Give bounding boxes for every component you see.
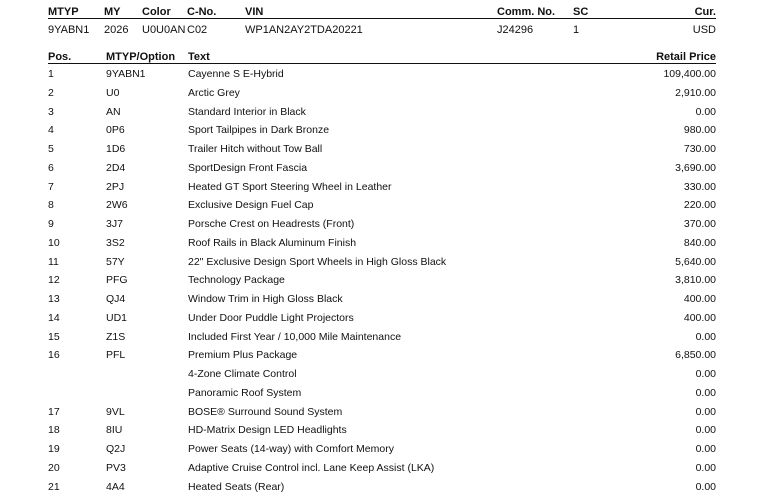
col-retail-price: Retail Price [656, 51, 716, 63]
row-option-code: UD1 [106, 312, 127, 324]
row-option-code: U0 [106, 87, 119, 99]
label-currency: Cur. [695, 6, 716, 18]
options-table-body [48, 67, 716, 498]
row-text: Power Seats (14-way) with Comfort Memory [188, 443, 394, 455]
table-row [48, 67, 716, 86]
row-text: Under Door Puddle Light Projectors [188, 312, 354, 324]
value-vin: WP1AN2AY2TDA20221 [245, 24, 363, 36]
row-price: 0.00 [696, 424, 716, 436]
row-text: BOSE® Surround Sound System [188, 406, 342, 418]
row-text: Cayenne S E-Hybrid [188, 68, 284, 80]
label-vin: VIN [245, 6, 263, 18]
row-pos: 12 [48, 274, 60, 286]
table-row [48, 330, 716, 349]
table-row [48, 423, 716, 442]
row-pos: 9 [48, 218, 54, 230]
table-row [48, 123, 716, 142]
table-row [48, 273, 716, 292]
table-row [48, 442, 716, 461]
row-price: 3,690.00 [675, 162, 716, 174]
row-option-code: PFL [106, 349, 125, 361]
row-pos: 8 [48, 199, 54, 211]
table-row [48, 105, 716, 124]
row-text: 4-Zone Climate Control [188, 368, 297, 380]
row-pos: 5 [48, 143, 54, 155]
row-pos: 14 [48, 312, 60, 324]
row-price: 6,850.00 [675, 349, 716, 361]
row-option-code: Z1S [106, 331, 125, 343]
row-price: 980.00 [684, 124, 716, 136]
row-text: Panoramic Roof System [188, 387, 301, 399]
row-option-code: QJ4 [106, 293, 125, 305]
table-row [48, 480, 716, 498]
row-option-code: 3J7 [106, 218, 123, 230]
row-pos: 2 [48, 87, 54, 99]
value-mtyp: 9YABN1 [48, 24, 89, 36]
value-my: 2026 [104, 24, 128, 36]
row-price: 220.00 [684, 199, 716, 211]
row-option-code: Q2J [106, 443, 125, 455]
row-text: Technology Package [188, 274, 285, 286]
table-row [48, 180, 716, 199]
value-comm-no: J24296 [497, 24, 533, 36]
row-text: Exclusive Design Fuel Cap [188, 199, 313, 211]
row-price: 370.00 [684, 218, 716, 230]
row-option-code: 4A4 [106, 481, 125, 493]
row-price: 0.00 [696, 331, 716, 343]
value-currency: USD [693, 24, 716, 36]
row-text: Roof Rails in Black Aluminum Finish [188, 237, 356, 249]
vehicle-header-values [48, 24, 716, 38]
table-row [48, 367, 716, 386]
row-price: 0.00 [696, 106, 716, 118]
row-price: 0.00 [696, 406, 716, 418]
label-color: Color [142, 6, 171, 18]
row-price: 109,400.00 [663, 68, 716, 80]
row-text: Premium Plus Package [188, 349, 297, 361]
row-pos: 1 [48, 68, 54, 80]
row-option-code: 57Y [106, 256, 125, 268]
row-price: 2,910.00 [675, 87, 716, 99]
row-price: 0.00 [696, 481, 716, 493]
row-text: Arctic Grey [188, 87, 240, 99]
row-price: 330.00 [684, 181, 716, 193]
row-price: 5,640.00 [675, 256, 716, 268]
row-pos: 13 [48, 293, 60, 305]
row-price: 3,810.00 [675, 274, 716, 286]
row-price: 400.00 [684, 293, 716, 305]
row-option-code: AN [106, 106, 121, 118]
row-text: Heated GT Sport Steering Wheel in Leather [188, 181, 392, 193]
row-text: Porsche Crest on Headrests (Front) [188, 218, 354, 230]
row-option-code: 9VL [106, 406, 125, 418]
row-option-code: 9YABN1 [106, 68, 146, 80]
table-row [48, 292, 716, 311]
value-cno: C02 [187, 24, 207, 36]
table-row [48, 348, 716, 367]
table-row [48, 461, 716, 480]
value-sc: 1 [573, 24, 579, 36]
row-price: 730.00 [684, 143, 716, 155]
label-mtyp: MTYP [48, 6, 79, 18]
col-text: Text [188, 51, 210, 63]
row-text: Standard Interior in Black [188, 106, 306, 118]
row-pos: 15 [48, 331, 60, 343]
col-option: MTYP/Option [106, 51, 175, 63]
row-text: Heated Seats (Rear) [188, 481, 284, 493]
options-table-header [48, 51, 716, 64]
row-pos: 16 [48, 349, 60, 361]
table-row [48, 386, 716, 405]
row-option-code: 2W6 [106, 199, 128, 211]
label-my: MY [104, 6, 121, 18]
row-price: 0.00 [696, 387, 716, 399]
table-row [48, 311, 716, 330]
value-color: U0U0AN [142, 24, 185, 36]
table-row [48, 255, 716, 274]
row-pos: 3 [48, 106, 54, 118]
row-price: 400.00 [684, 312, 716, 324]
row-text: Window Trim in High Gloss Black [188, 293, 343, 305]
label-sc: SC [573, 6, 588, 18]
vehicle-header-labels [48, 6, 716, 19]
table-row [48, 405, 716, 424]
col-pos: Pos. [48, 51, 71, 63]
table-row [48, 142, 716, 161]
row-pos: 17 [48, 406, 60, 418]
row-pos: 21 [48, 481, 60, 493]
row-text: Sport Tailpipes in Dark Bronze [188, 124, 329, 136]
row-option-code: 2PJ [106, 181, 124, 193]
table-row [48, 236, 716, 255]
row-option-code: PV3 [106, 462, 126, 474]
row-option-code: 1D6 [106, 143, 125, 155]
row-text: 22" Exclusive Design Sport Wheels in High Gloss Black [188, 256, 446, 268]
table-row [48, 217, 716, 236]
table-row [48, 198, 716, 217]
table-row [48, 161, 716, 180]
row-text: Adaptive Cruise Control incl. Lane Keep Assist (LKA) [188, 462, 434, 474]
row-price: 0.00 [696, 462, 716, 474]
row-text: SportDesign Front Fascia [188, 162, 307, 174]
row-pos: 10 [48, 237, 60, 249]
row-pos: 7 [48, 181, 54, 193]
row-option-code: 2D4 [106, 162, 125, 174]
row-option-code: 3S2 [106, 237, 125, 249]
row-pos: 18 [48, 424, 60, 436]
row-pos: 20 [48, 462, 60, 474]
row-text: HD-Matrix Design LED Headlights [188, 424, 347, 436]
row-text: Included First Year / 10,000 Mile Maintenance [188, 331, 401, 343]
table-row [48, 86, 716, 105]
row-option-code: PFG [106, 274, 128, 286]
row-price: 0.00 [696, 443, 716, 455]
row-pos: 4 [48, 124, 54, 136]
row-pos: 19 [48, 443, 60, 455]
row-price: 840.00 [684, 237, 716, 249]
label-comm-no: Comm. No. [497, 6, 555, 18]
label-cno: C-No. [187, 6, 216, 18]
row-option-code: 8IU [106, 424, 122, 436]
row-pos: 11 [48, 256, 59, 268]
row-pos: 6 [48, 162, 54, 174]
row-text: Trailer Hitch without Tow Ball [188, 143, 322, 155]
row-option-code: 0P6 [106, 124, 125, 136]
row-price: 0.00 [696, 368, 716, 380]
